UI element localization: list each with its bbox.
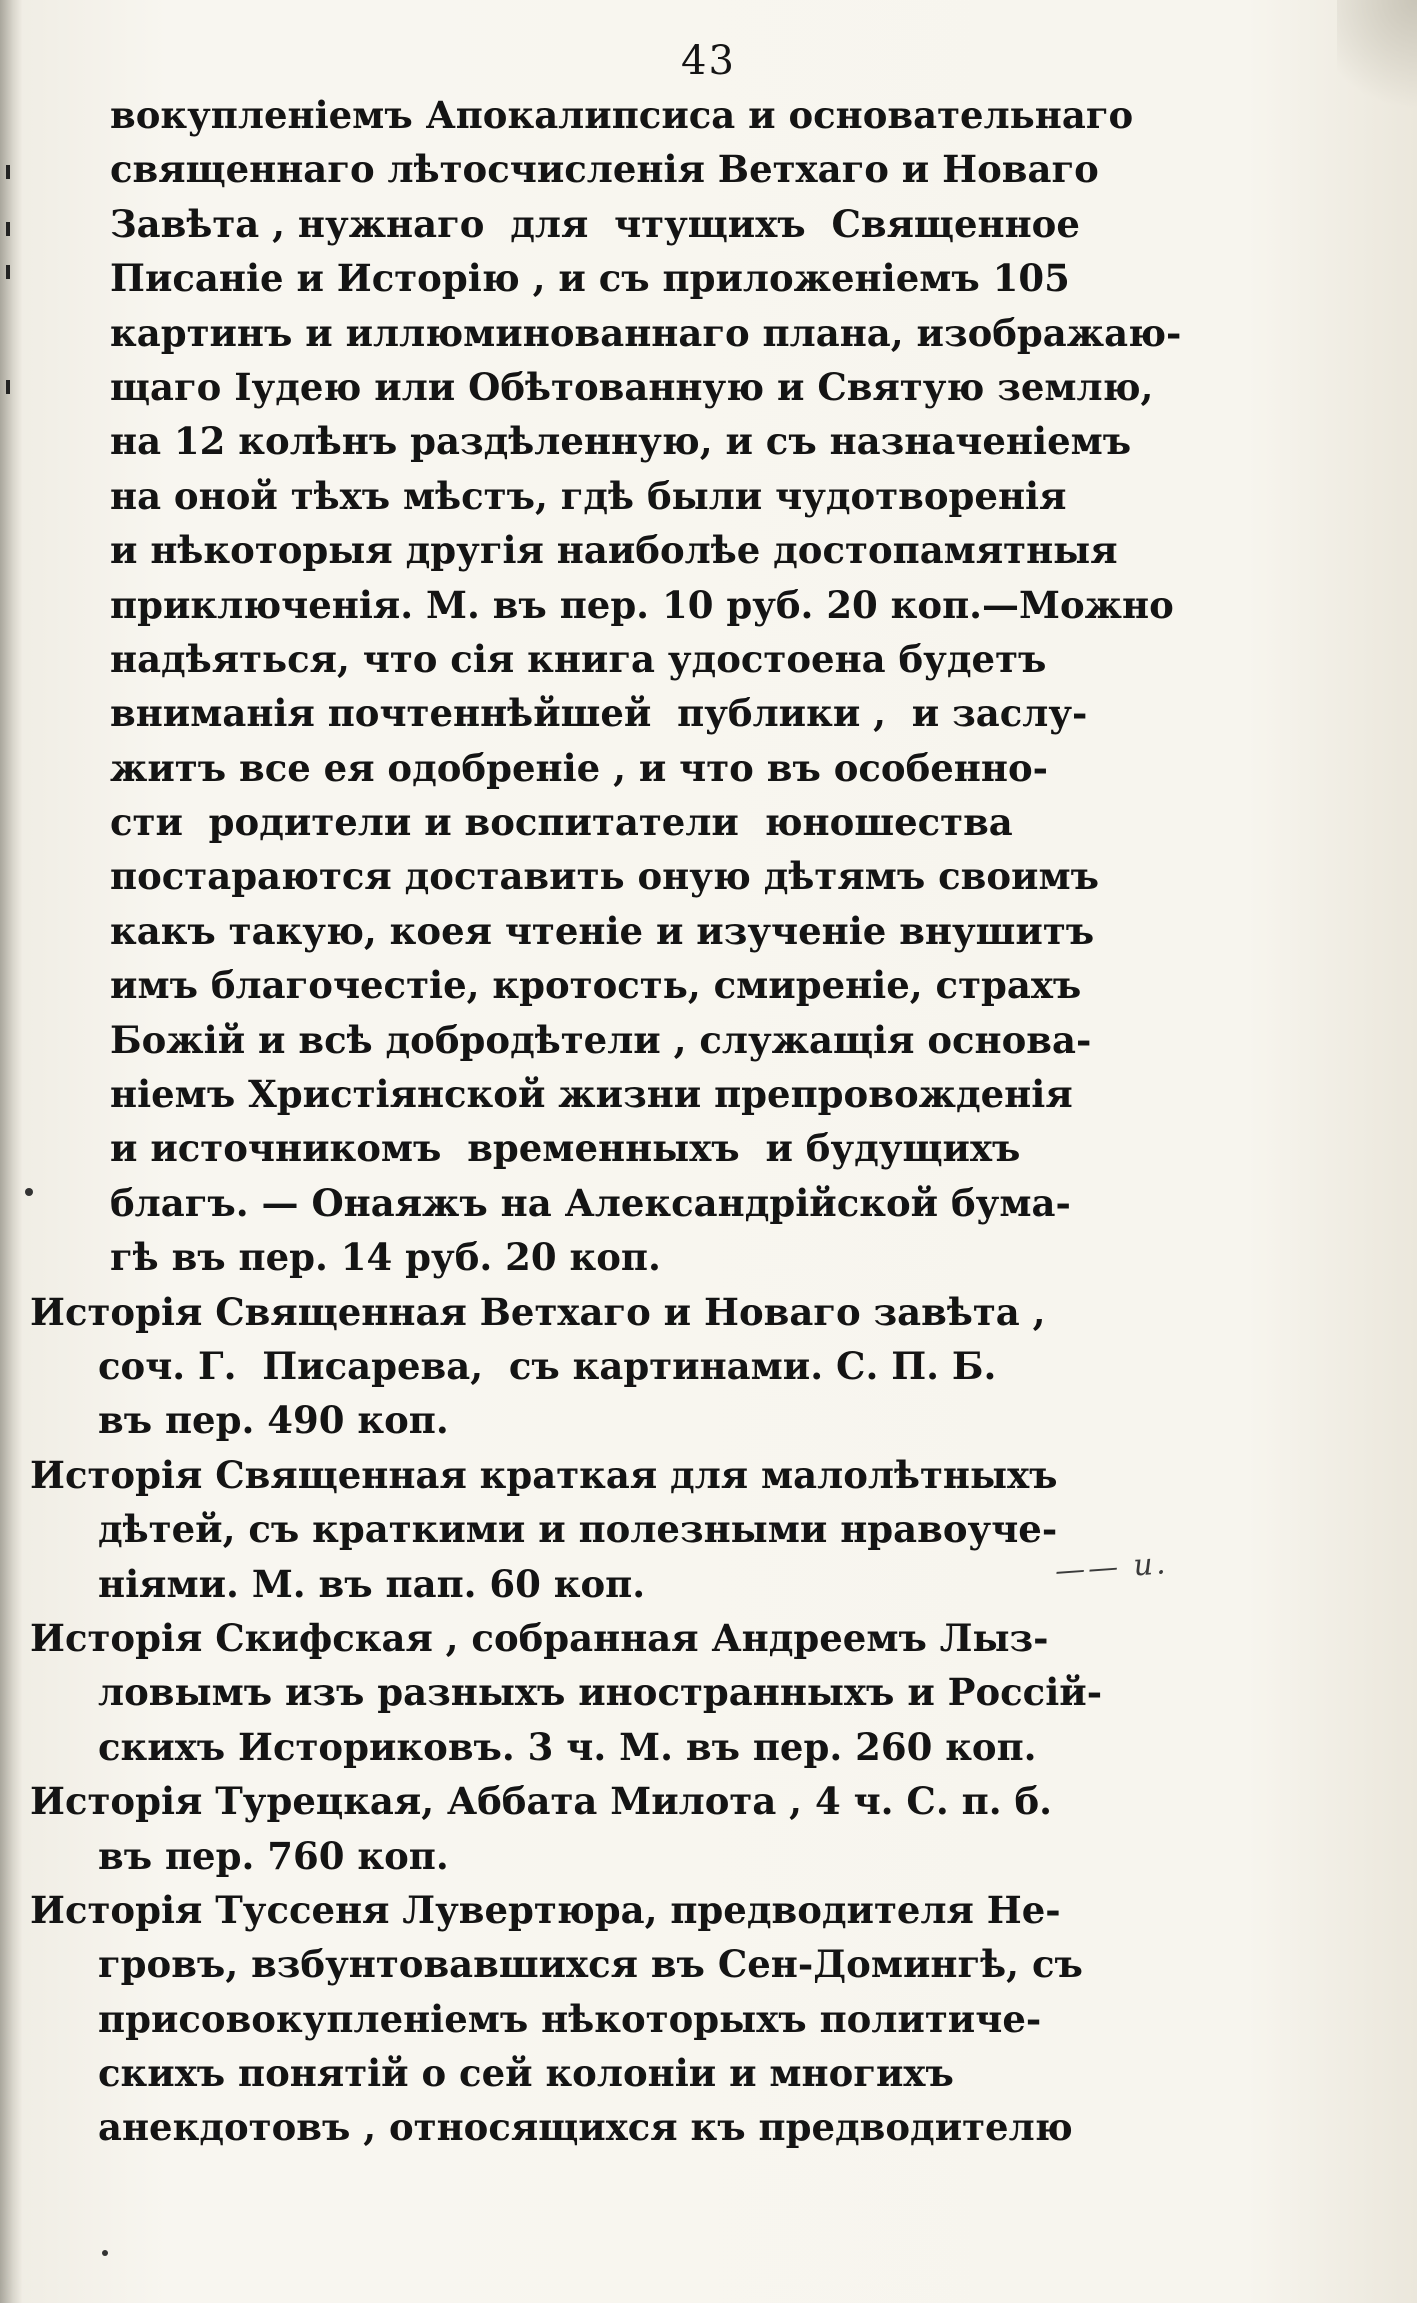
text-line: присовокупленіемъ нѣкоторыхъ политиче- [98, 1996, 1042, 2041]
text-line: ніемъ Христіянской жизни препровожденія [110, 1072, 1073, 1117]
text-line: щаго Іудею или Обѣтованную и Святую землю, [110, 364, 1154, 409]
gutter-mark [6, 265, 10, 279]
catalog-text [30, 88, 1210, 2155]
text-line: благъ. — Онаяжъ на Александрійской бума- [110, 1180, 1071, 1225]
catalog-entry [30, 1883, 1210, 2155]
catalog-entry [30, 1285, 1210, 1448]
text-line: дѣтей, съ краткими и полезными нравоуче- [98, 1507, 1058, 1552]
catalog-entry [30, 1774, 1210, 1883]
page-number: 43 [681, 38, 736, 84]
text-line: какъ такую, коея чтеніе и изученіе внушитъ [110, 908, 1095, 953]
text-line: и источникомъ временныхъ и будущихъ [110, 1126, 1021, 1171]
text-line: приключенія. М. въ пер. 10 руб. 20 коп.—Можно [110, 582, 1174, 627]
entry-heading-line: Исторія Скифская , собранная Андреемъ Лыз- [30, 1615, 1049, 1660]
text-line: гѣ въ пер. 14 руб. 20 коп. [110, 1235, 661, 1280]
text-line: на оной тѣхъ мѣстъ, гдѣ были чудотворенія [110, 473, 1067, 518]
entry-heading-line: Исторія Туссеня Лувертюра, предводителя Не- [30, 1887, 1061, 1932]
text-line: анекдотовъ , относящихся къ предводителю [98, 2105, 1073, 2150]
text-line: имъ благочестіе, кротость, смиреніе, страхъ [110, 963, 1082, 1008]
ink-spot [102, 2250, 108, 2256]
text-line: ніями. М. въ пап. 60 коп. [98, 1561, 646, 1606]
text-line: ловымъ изъ разныхъ иностранныхъ и Россій- [98, 1670, 1103, 1715]
text-line: въ пер. 760 коп. [98, 1833, 449, 1878]
catalog-entry [30, 1611, 1210, 1774]
gutter-mark [6, 380, 10, 394]
text-line: вниманія почтеннѣйшей публики , и заслу- [110, 691, 1088, 736]
text-line: надѣяться, что сія книга удостоена будетъ [110, 636, 1047, 681]
text-line: и нѣкоторыя другія наиболѣе достопамятныя [110, 528, 1118, 573]
text-line: скихъ Историковъ. 3 ч. М. въ пер. 260 коп. [98, 1724, 1037, 1769]
text-line: въ пер. 490 коп. [98, 1398, 449, 1443]
text-line: Писаніе и Исторію , и съ приложеніемъ 105 [110, 256, 1070, 301]
text-line: житъ все ея одобреніе , и что въ особенно- [110, 745, 1049, 790]
gutter-mark [6, 165, 10, 179]
page-gutter [0, 0, 22, 2303]
gutter-mark [6, 222, 10, 236]
text-line: постараются доставить оную дѣтямъ своимъ [110, 854, 1099, 899]
text-line: Завѣта , нужнаго для чтущихъ Священное [110, 201, 1080, 246]
catalog-entry [30, 88, 1210, 1285]
text-line: вокупленіемъ Апокалипсиса и основательнаго [110, 93, 1134, 137]
text-line: Божій и всѣ добродѣтели , служащія основа- [110, 1017, 1092, 1062]
text-line: священнаго лѣтосчисленія Ветхаго и Новаго [110, 147, 1099, 192]
text-line: сти родители и воспитатели юношества [110, 800, 1013, 845]
entry-heading-line: Исторія Священная Ветхаго и Новаго завѣта , [30, 1289, 1046, 1334]
entry-heading-line: Исторія Турецкая, Аббата Милота , 4 ч. С. п. б. [30, 1779, 1053, 1824]
text-line: на 12 колѣнъ раздѣленную, и съ назначеніемъ [110, 419, 1132, 464]
text-line: соч. Г. Писарева, съ картинами. С. П. Б. [98, 1343, 997, 1388]
text-line: картинъ и иллюминованнаго плана, изображаю- [110, 310, 1182, 355]
text-line: скихъ понятій о сей колоніи и многихъ [98, 2051, 954, 2096]
catalog-entry [30, 1448, 1210, 1611]
entry-heading-line: Исторія Священная краткая для малолѣтныхъ [30, 1452, 1058, 1497]
handwritten-margin-note: —— и. [1053, 1546, 1170, 1589]
ink-spot [25, 1188, 33, 1196]
text-line: гровъ, взбунтовавшихся въ Сен-Домингѣ, съ [98, 1942, 1083, 1987]
